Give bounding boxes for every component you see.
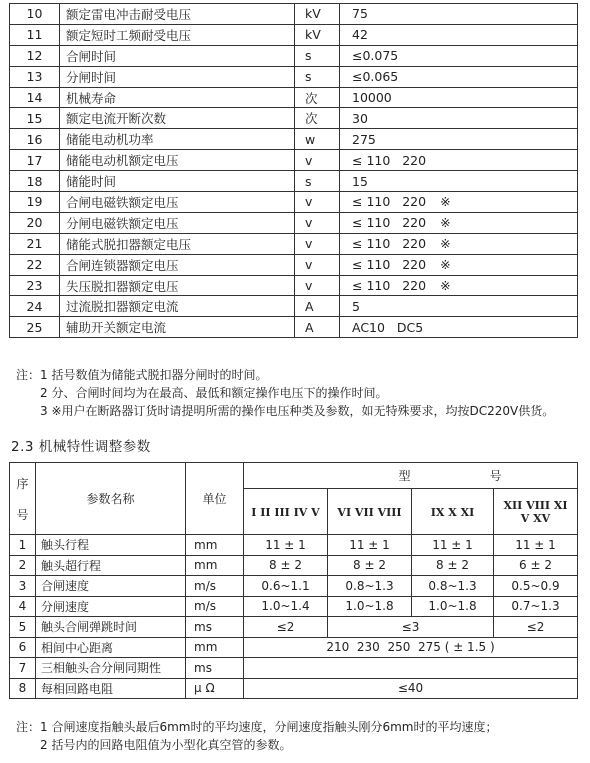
row-number: 25 (10, 317, 60, 338)
unit-cell: μ Ω (186, 678, 244, 699)
parameter-name: 辅助开关额定电流 (60, 317, 295, 338)
table-row (10, 254, 578, 275)
value-cell (340, 233, 578, 254)
unit-cell: m/s (186, 576, 244, 597)
electrical-parameters-table (9, 3, 578, 338)
unit-cell: v (295, 150, 340, 171)
value-span-cell (244, 658, 578, 679)
value-text: 42 (352, 27, 368, 43)
unit-cell: v (295, 254, 340, 275)
value-group-2-3: ≤3 (328, 617, 494, 638)
header-group-1-label: I II III IV V (251, 505, 320, 519)
value-group-4: 11 ± 1 (494, 535, 578, 556)
header-model (244, 463, 578, 489)
value-text: 275 (352, 131, 376, 147)
table-row (10, 658, 578, 679)
unit-cell: mm (186, 555, 244, 576)
table-row (10, 129, 578, 150)
note-mark: ※ (440, 215, 451, 231)
parameter-name: 分闸速度 (36, 596, 186, 617)
row-number: 8 (10, 678, 36, 699)
parameter-name: 过流脱扣器额定电流 (60, 296, 295, 317)
row-number: 2 (10, 555, 36, 576)
parameter-name: 相间中心距离 (36, 637, 186, 658)
header-group-4 (494, 489, 578, 535)
value-text: 30 (352, 110, 368, 126)
value-text: ≤ 110 220 (352, 215, 427, 231)
value-group-4: 0.7~1.3 (494, 596, 578, 617)
mechanical-parameters-table (9, 462, 578, 699)
parameter-name: 失压脱扣器额定电压 (60, 275, 295, 296)
parameter-name: 触头超行程 (36, 555, 186, 576)
value-group-2: 8 ± 2 (328, 555, 412, 576)
row-number: 14 (10, 87, 60, 108)
value-text: ≤ 110 220 (352, 194, 427, 210)
value-text: ≤ 110 220 (352, 257, 427, 273)
parameter-name: 额定电流开断次数 (60, 108, 295, 129)
unit-cell: m/s (186, 596, 244, 617)
value-group-2: 11 ± 1 (328, 535, 412, 556)
unit-cell: s (295, 171, 340, 192)
row-number: 20 (10, 212, 60, 233)
value-group-4: ≤2 (494, 617, 578, 638)
parameter-name: 三相触头合分闸同期性 (36, 658, 186, 679)
parameter-name: 储能电动机功率 (60, 129, 295, 150)
unit-cell: kV (295, 24, 340, 45)
header-group-2-label: VI VII VIII (337, 505, 402, 519)
parameter-name: 储能电动机额定电压 (60, 150, 295, 171)
parameter-name: 分闸时间 (60, 66, 295, 87)
parameter-name: 每相回路电阻 (36, 678, 186, 699)
row-number: 13 (10, 66, 60, 87)
row-number: 16 (10, 129, 60, 150)
note-1-line-3: 3 ※用户在断路器订货时请提明所需的操作电压种类及参数，如无特殊要求，均按DC220V供货。 (40, 404, 555, 418)
table-row (10, 192, 578, 213)
header-group-4-top: XII VIII XI (503, 498, 568, 512)
value-text: ≤ 110 220 (352, 236, 427, 252)
value-text: ≤0.075 (352, 48, 399, 64)
value-group-3: 11 ± 1 (412, 535, 494, 556)
table-row (10, 576, 578, 597)
value-text: 10000 (352, 90, 392, 105)
value-cell (340, 66, 578, 87)
row-number: 18 (10, 171, 60, 192)
table-row (10, 87, 578, 108)
value-cell (340, 296, 578, 317)
unit-cell: w (295, 129, 340, 150)
value-group-1: 11 ± 1 (244, 535, 328, 556)
header-group-4-bottom: V XV (520, 511, 551, 525)
value-cell (340, 108, 578, 129)
parameter-name: 触头行程 (36, 535, 186, 556)
table-row (10, 617, 578, 638)
row-number: 4 (10, 596, 36, 617)
value-cell (340, 4, 578, 25)
table-row (10, 4, 578, 25)
value-group-3: 1.0~1.8 (412, 596, 494, 617)
table-row (10, 45, 578, 66)
parameter-name: 合闸电磁铁额定电压 (60, 192, 295, 213)
unit-cell: kV (295, 4, 340, 25)
parameter-name: 合闸速度 (36, 576, 186, 597)
row-number: 24 (10, 296, 60, 317)
value-text: ≤ 110 220 (352, 278, 427, 294)
value-group-4: 0.5~0.9 (494, 576, 578, 597)
section-title: 2.3 机械特性调整参数 (11, 439, 151, 455)
value-group-1: 8 ± 2 (244, 555, 328, 576)
note-mark: ※ (440, 278, 451, 294)
note-2-line-2: 2 括号内的回路电阻值为小型化真空管的参数。 (40, 738, 292, 752)
value-cell (340, 87, 578, 108)
unit-cell: A (295, 296, 340, 317)
value-group-2: 1.0~1.8 (328, 596, 412, 617)
value-cell (340, 24, 578, 45)
note-1-line-1: 注：1 括号数值为储能式脱扣器分闸时的时间。 (16, 368, 268, 382)
unit-cell: s (295, 66, 340, 87)
note-mark: ※ (440, 257, 451, 273)
value-span-cell: 210 230 250 275 ( ± 1.5 ) (244, 637, 578, 658)
parameter-name: 分闸电磁铁额定电压 (60, 212, 295, 233)
unit-cell: mm (186, 637, 244, 658)
parameter-name: 触头合闸弹跳时间 (36, 617, 186, 638)
unit-cell: mm (186, 535, 244, 556)
value-group-3: 0.8~1.3 (412, 576, 494, 597)
table-row (10, 108, 578, 129)
table-row (10, 275, 578, 296)
table-row (10, 535, 578, 556)
parameter-name: 额定雷电冲击耐受电压 (60, 4, 295, 25)
unit-cell: v (295, 275, 340, 296)
value-cell (340, 150, 578, 171)
value-text: ≤ 110 220 (352, 152, 427, 168)
row-number: 3 (10, 576, 36, 597)
table-row (10, 150, 578, 171)
value-group-1: ≤2 (244, 617, 328, 638)
row-number: 15 (10, 108, 60, 129)
value-group-2: 0.8~1.3 (328, 576, 412, 597)
header-model-right: 号 (489, 469, 502, 483)
header-seq-bottom: 号 (16, 507, 29, 522)
parameter-name: 额定短时工频耐受电压 (60, 24, 295, 45)
unit-cell: s (295, 45, 340, 66)
row-number: 12 (10, 45, 60, 66)
row-number: 6 (10, 637, 36, 658)
value-cell (340, 317, 578, 338)
header-param: 参数名称 (36, 463, 186, 535)
value-cell (340, 129, 578, 150)
unit-cell: 次 (295, 108, 340, 129)
value-group-1: 0.6~1.1 (244, 576, 328, 597)
value-text: 5 (352, 298, 360, 314)
note-mark: ※ (440, 194, 451, 210)
header-group-3-label: IX X XI (430, 505, 475, 519)
note-2-line-1: 注：1 合闸速度指触头最后6mm时的平均速度，分闸速度指触头刚分6mm时的平均速度； (16, 720, 498, 734)
value-group-3: 8 ± 2 (412, 555, 494, 576)
row-number: 1 (10, 535, 36, 556)
unit-cell: ms (186, 658, 244, 679)
note-mark: ※ (440, 236, 451, 252)
electrical-parameters-body (10, 4, 578, 338)
table-row (10, 296, 578, 317)
unit-cell: v (295, 212, 340, 233)
value-cell (340, 192, 578, 213)
mechanical-parameters-body (10, 463, 578, 699)
value-group-1: 1.0~1.4 (244, 596, 328, 617)
header-group-3 (412, 489, 494, 535)
value-cell (340, 254, 578, 275)
value-cell (340, 212, 578, 233)
row-number: 11 (10, 24, 60, 45)
header-seq (10, 463, 36, 535)
header-group-1 (244, 489, 328, 535)
table-row (10, 171, 578, 192)
header-group-2 (328, 489, 412, 535)
value-text: 75 (352, 6, 368, 22)
table-row (10, 637, 578, 658)
parameter-name: 机械寿命 (60, 87, 295, 108)
header-unit: 单位 (186, 463, 244, 535)
value-text: ≤0.065 (352, 69, 399, 85)
value-group-4: 6 ± 2 (494, 555, 578, 576)
value-text: 15 (352, 173, 368, 189)
value-cell (340, 171, 578, 192)
row-number: 17 (10, 150, 60, 171)
unit-cell: 次 (295, 87, 340, 108)
header-seq-top: 序 (16, 476, 29, 491)
row-number: 10 (10, 4, 60, 25)
parameter-name: 储能式脱扣器额定电压 (60, 233, 295, 254)
value-span-cell: ≤40 (244, 678, 578, 699)
table-row (10, 24, 578, 45)
table-row (10, 596, 578, 617)
parameter-name: 合闸连锁器额定电压 (60, 254, 295, 275)
row-number: 19 (10, 192, 60, 213)
unit-cell: v (295, 233, 340, 254)
value-text: AC10 DC5 (352, 319, 424, 335)
table-row (10, 678, 578, 699)
table-row (10, 66, 578, 87)
unit-cell: A (295, 317, 340, 338)
value-cell (340, 275, 578, 296)
parameter-name: 合闸时间 (60, 45, 295, 66)
table-row (10, 555, 578, 576)
row-number: 7 (10, 658, 36, 679)
note-1-line-2: 2 分、合闸时间均为在最高、最低和额定操作电压下的操作时间。 (40, 386, 388, 400)
table-row (10, 317, 578, 338)
row-number: 22 (10, 254, 60, 275)
unit-cell: v (295, 192, 340, 213)
row-number: 21 (10, 233, 60, 254)
table-row (10, 233, 578, 254)
table-row (10, 212, 578, 233)
row-number: 5 (10, 617, 36, 638)
unit-cell: ms (186, 617, 244, 638)
header-model-left: 型 (398, 469, 411, 483)
parameter-name: 储能时间 (60, 171, 295, 192)
row-number: 23 (10, 275, 60, 296)
value-cell (340, 45, 578, 66)
